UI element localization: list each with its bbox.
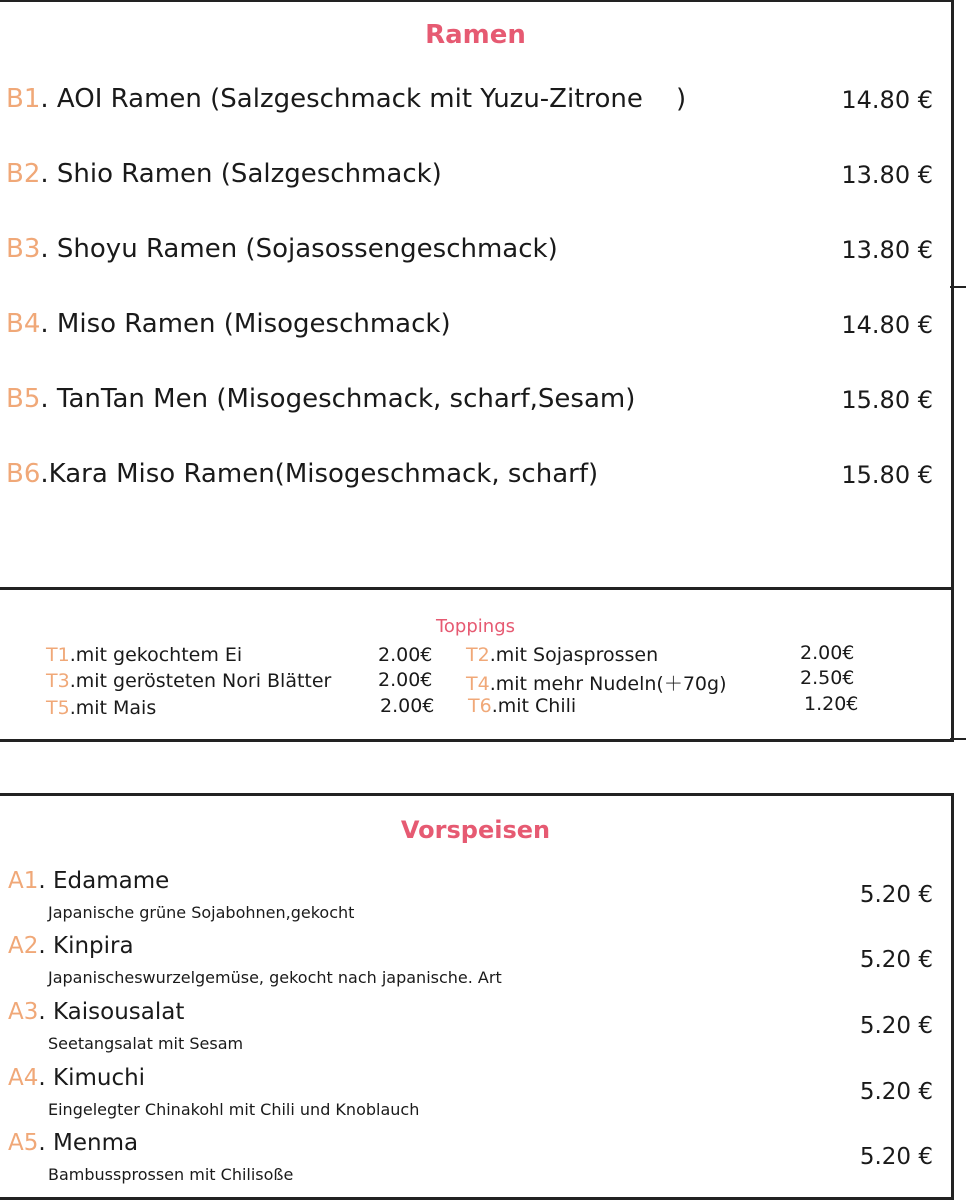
item-name: . Kaisousalat <box>38 999 185 1025</box>
topping-price-t4: 2.50€ <box>800 667 855 689</box>
item-name: .Kara Miso Ramen(Misogeschmack, scharf) <box>40 459 599 489</box>
item-price: 13.80 € <box>841 161 933 189</box>
item-name: . Kimuchi <box>38 1065 146 1091</box>
vorspeise-item-a3 <box>8 999 939 1063</box>
item-price: 5.20 € <box>859 1013 933 1039</box>
topping-price-t3: 2.00€ <box>378 669 433 691</box>
item-price: 5.20 € <box>859 882 933 908</box>
item-name: . TanTan Men (Misogeschmack, scharf,Sesam) <box>40 384 636 414</box>
item-code: A5 <box>8 1130 39 1156</box>
item-code: A1 <box>8 868 39 894</box>
topping-item-t2 <box>466 644 658 666</box>
item-price: 15.80 € <box>841 386 933 414</box>
item-code: T1 <box>46 644 70 666</box>
section-divider <box>0 587 951 590</box>
item-description: Japanischeswurzelgemüse, gekocht nach japanische. Art <box>48 968 502 987</box>
item-name: . Edamame <box>38 868 170 894</box>
item-code: B2 <box>6 159 41 189</box>
item-price: 14.80 € <box>841 86 933 114</box>
item-name: .mit mehr Nudeln(＋70g) <box>489 673 727 695</box>
ramen-item-b6 <box>6 459 939 499</box>
vorspeise-item-a4 <box>8 1065 939 1129</box>
ramen-item-b2 <box>6 159 939 199</box>
vorspeise-item-a2 <box>8 933 939 997</box>
topping-item-t6 <box>468 695 576 717</box>
topping-price-t2: 2.00€ <box>800 642 855 664</box>
item-code: T2 <box>466 644 490 666</box>
vorspeise-item-a5 <box>8 1130 939 1194</box>
ramen-item-b4 <box>6 309 939 349</box>
edge-rule <box>950 286 966 288</box>
item-code: A4 <box>8 1065 39 1091</box>
toppings-title: Toppings <box>435 616 515 637</box>
item-code: T4 <box>466 673 490 695</box>
item-code: T5 <box>46 697 70 719</box>
topping-price-t1: 2.00€ <box>378 644 433 666</box>
item-code: A3 <box>8 999 39 1025</box>
item-name: .mit Mais <box>69 697 157 719</box>
ramen-item-b3 <box>6 234 939 274</box>
item-code: B4 <box>6 309 41 339</box>
topping-item-t3 <box>46 670 331 692</box>
item-code: B6 <box>6 459 41 489</box>
topping-item-t4 <box>466 669 727 696</box>
item-name: .mit Chili <box>491 695 577 717</box>
item-price: 15.80 € <box>841 461 933 489</box>
ramen-title: Ramen <box>425 20 526 50</box>
ramen-item-b5 <box>6 384 939 424</box>
item-code: B5 <box>6 384 41 414</box>
ramen-item-b1 <box>6 84 939 124</box>
item-code: T3 <box>46 670 70 692</box>
item-name: . Menma <box>38 1130 139 1156</box>
topping-item-t1 <box>46 644 242 666</box>
item-description: Japanische grüne Sojabohnen,gekocht <box>48 903 355 922</box>
item-code: B3 <box>6 234 41 264</box>
item-code: T6 <box>468 695 492 717</box>
item-price: 5.20 € <box>859 947 933 973</box>
item-description: Eingelegter Chinakohl mit Chili und Knoblauch <box>48 1100 420 1119</box>
vorspeisen-section <box>0 793 954 1200</box>
item-name: . Shio Ramen (Salzgeschmack) <box>40 159 442 189</box>
item-name: .mit gerösteten Nori Blätter <box>69 670 332 692</box>
item-price: 14.80 € <box>841 311 933 339</box>
item-description: Bambussprossen mit Chilisoße <box>48 1165 294 1184</box>
item-price: 13.80 € <box>841 236 933 264</box>
edge-rule <box>950 738 966 740</box>
vorspeise-item-a1 <box>8 868 939 932</box>
item-code: B1 <box>6 84 41 114</box>
item-name: .mit Sojasprossen <box>489 644 659 666</box>
topping-price-t6: 1.20€ <box>804 693 859 715</box>
item-description: Seetangsalat mit Sesam <box>48 1034 244 1053</box>
item-name: . Miso Ramen (Misogeschmack) <box>40 309 451 339</box>
item-price: 5.20 € <box>859 1144 933 1170</box>
item-code: A2 <box>8 933 39 959</box>
item-name: . AOI Ramen (Salzgeschmack mit Yuzu-Zitrone ) <box>40 84 687 114</box>
item-name: . Shoyu Ramen (Sojasossengeschmack) <box>40 234 558 264</box>
topping-price-t5: 2.00€ <box>380 695 435 717</box>
vorspeisen-title: Vorspeisen <box>400 816 551 844</box>
item-name: . Kinpira <box>38 933 134 959</box>
item-name: .mit gekochtem Ei <box>69 644 243 666</box>
topping-item-t5 <box>46 697 156 719</box>
item-price: 5.20 € <box>859 1079 933 1105</box>
